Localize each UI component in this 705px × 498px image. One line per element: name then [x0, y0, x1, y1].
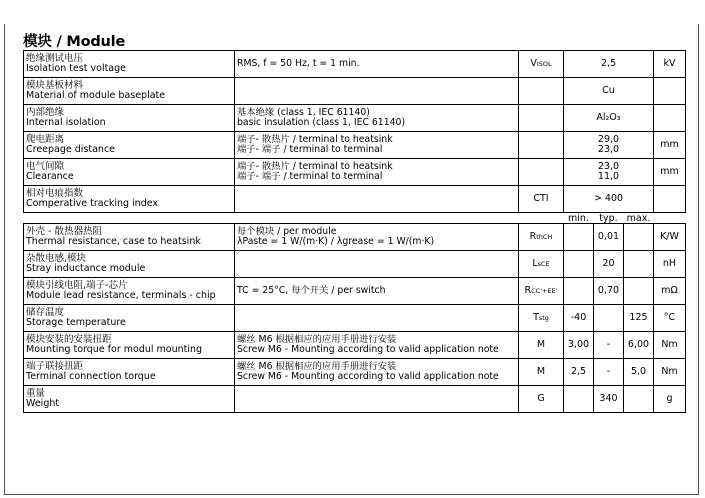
condition: 端子- 散热片 / terminal to heatsink 端子- 端子 / terminal to terminal: [235, 132, 519, 159]
condition: 端子- 散热片 / terminal to heatsink 端子- 端子 / terminal to terminal: [235, 159, 519, 186]
value: > 400: [564, 186, 654, 213]
param-cn: 模块引线电阻,端子-芯片: [26, 279, 128, 291]
unit: [654, 105, 686, 132]
unit: mm: [654, 132, 686, 159]
param-en: Comperative tracking index: [26, 198, 159, 209]
param-en: Terminal connection torque: [26, 371, 156, 382]
condition: 基本绝缘 (class 1, IEC 61140) basic insulation (class 1, IEC 61140): [235, 105, 519, 132]
param-cn: 电气间隙: [26, 160, 65, 172]
param-en: Thermal resistance, case to heatsink: [26, 236, 201, 247]
param-en: Isolation test voltage: [26, 63, 127, 74]
min-value: [564, 251, 594, 278]
param-en: Stray inductance module: [26, 263, 146, 274]
max-value: 125: [624, 305, 654, 332]
symbol: G: [519, 386, 564, 413]
symbol: RthCH: [519, 224, 564, 251]
param-en: Material of module baseplate: [26, 90, 166, 101]
param-en: Creepage distance: [26, 144, 116, 155]
unit: [654, 186, 686, 213]
param-en: Module lead resistance, terminals - chip: [26, 290, 216, 301]
table-row: [24, 224, 686, 251]
symbol: VISOL: [519, 51, 564, 78]
param-cn: 外壳 - 散热器热阻: [26, 225, 102, 237]
max-value: [624, 224, 654, 251]
stat-header-row: [24, 213, 686, 224]
unit: mΩ: [654, 278, 686, 305]
min-value: -40: [564, 305, 594, 332]
condition: 每个模块 / per module λPaste = 1 W/(m·K) / λgrease = 1 W/(m·K): [235, 224, 519, 251]
typ-value: 0,01: [594, 224, 624, 251]
value: 2,5: [564, 51, 654, 78]
symbol: CTI: [519, 186, 564, 213]
max-value: 5,0: [624, 359, 654, 386]
module-spec-table: [23, 50, 686, 413]
condition: [235, 186, 519, 213]
unit: Nm: [654, 332, 686, 359]
condition: RMS, f = 50 Hz, t = 1 min.: [235, 51, 519, 78]
table-row: [24, 186, 686, 213]
unit: K/W: [654, 224, 686, 251]
symbol: [519, 132, 564, 159]
param-cn: 绝缘测试电压: [26, 52, 84, 64]
typ-value: [594, 305, 624, 332]
value: 29,0 23,0: [564, 132, 654, 159]
table-row: [24, 251, 686, 278]
table-row: [24, 78, 686, 105]
condition: TC = 25°C, 每个开关 / per switch: [235, 278, 519, 305]
min-header: min.: [564, 213, 594, 224]
unit: g: [654, 386, 686, 413]
condition: [235, 305, 519, 332]
param-cn: 模块基板材料: [26, 79, 84, 91]
symbol: [519, 159, 564, 186]
param-cn: 杂散电感,模块: [26, 252, 87, 264]
unit: Nm: [654, 359, 686, 386]
max-value: 6,00: [624, 332, 654, 359]
condition: [235, 251, 519, 278]
table-row: [24, 105, 686, 132]
typ-value: -: [594, 332, 624, 359]
symbol: M: [519, 332, 564, 359]
table-row: [24, 159, 686, 186]
max-value: [624, 386, 654, 413]
param-cn: 爬电距离: [26, 133, 65, 145]
typ-value: 340: [594, 386, 624, 413]
min-value: 3,00: [564, 332, 594, 359]
value: Al₂O₃: [564, 105, 654, 132]
symbol: M: [519, 359, 564, 386]
unit: nH: [654, 251, 686, 278]
condition: [235, 78, 519, 105]
condition: [235, 386, 519, 413]
max-value: [624, 278, 654, 305]
symbol: Tstg: [519, 305, 564, 332]
typ-value: 0,70: [594, 278, 624, 305]
unit: kV: [654, 51, 686, 78]
param-en: Clearance: [26, 171, 74, 182]
param-cn: 储存温度: [26, 306, 65, 318]
value: 23,0 11,0: [564, 159, 654, 186]
section-title: 模块 / Module: [23, 34, 126, 50]
param-en: Weight: [26, 398, 60, 409]
max-header: max.: [624, 213, 654, 224]
unit: [654, 78, 686, 105]
min-value: 2,5: [564, 359, 594, 386]
unit: °C: [654, 305, 686, 332]
param-en: Mounting torque for modul mounting: [26, 344, 203, 355]
param-cn: 内部绝缘: [26, 106, 65, 118]
param-cn: 重量: [26, 387, 46, 399]
table-row: [24, 359, 686, 386]
table-row: [24, 51, 686, 78]
param-cn: 模块安装的安装扭距: [26, 333, 112, 345]
param-cn: 相对电痕指数: [26, 187, 84, 199]
table-row: [24, 278, 686, 305]
param-en: Storage temperature: [26, 317, 126, 328]
symbol: LsCE: [519, 251, 564, 278]
unit: mm: [654, 159, 686, 186]
typ-value: 20: [594, 251, 624, 278]
symbol: [519, 78, 564, 105]
value: Cu: [564, 78, 654, 105]
condition: 螺丝 M6 根据相应的应用手册进行安装 Screw M6 - Mounting according to valid application note: [235, 332, 519, 359]
min-value: [564, 224, 594, 251]
table-row: [24, 386, 686, 413]
table-row: [24, 132, 686, 159]
table-row: [24, 305, 686, 332]
min-value: [564, 278, 594, 305]
symbol: [519, 105, 564, 132]
condition: 螺丝 M6 根据相应的应用手册进行安装 Screw M6 - Mounting according to valid application note: [235, 359, 519, 386]
min-value: [564, 386, 594, 413]
param-cn: 端子联接扭距: [26, 360, 84, 372]
max-value: [624, 251, 654, 278]
symbol: RCC'+EE': [519, 278, 564, 305]
typ-header: typ.: [594, 213, 624, 224]
typ-value: -: [594, 359, 624, 386]
param-en: Internal isolation: [26, 117, 106, 128]
table-row: [24, 332, 686, 359]
